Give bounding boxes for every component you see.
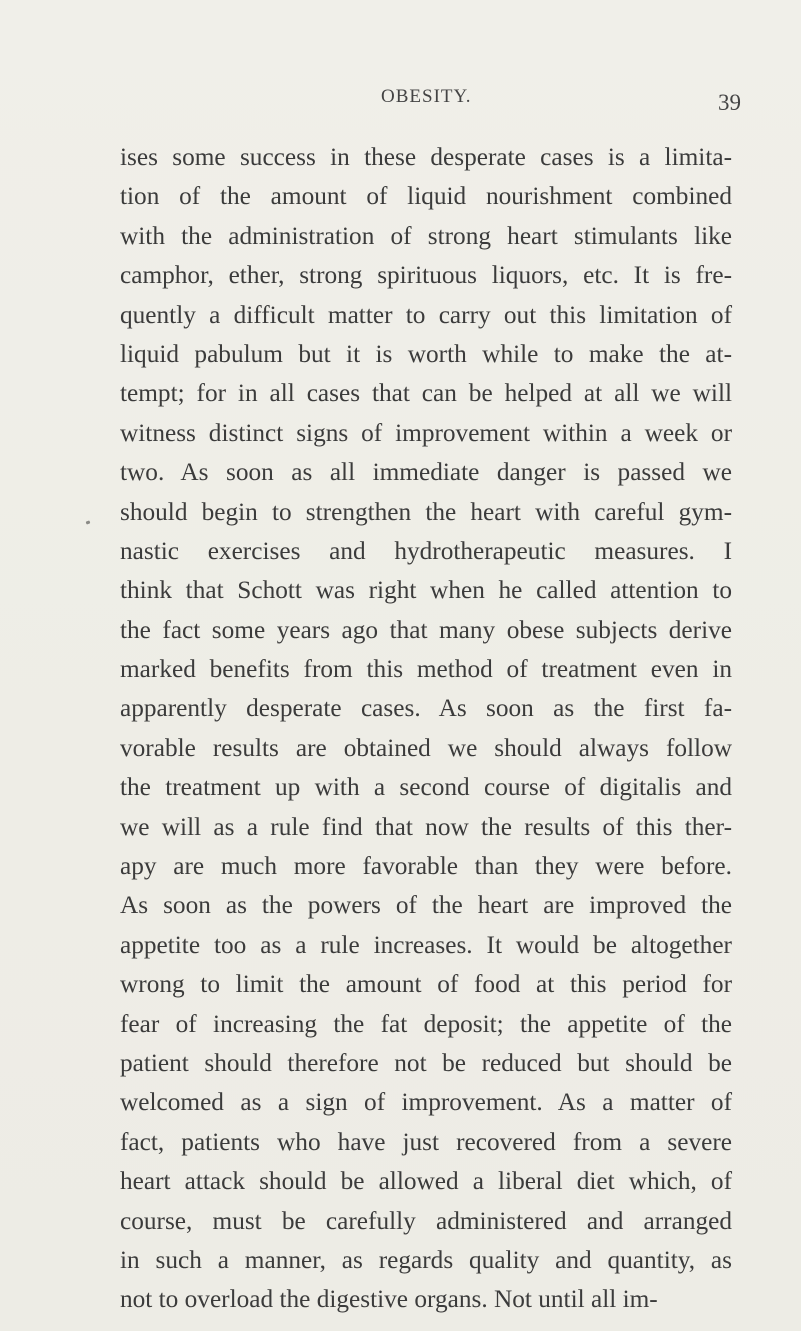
text-line: the treatment up with a second course of digitalis and xyxy=(120,773,732,802)
text-line: nastic exercises and hydrotherapeutic measures. I xyxy=(120,536,732,565)
text-line: tion of the amount of liquid nourishment combined xyxy=(120,182,732,211)
text-line: wrong to limit the amount of food at this period for xyxy=(120,970,732,999)
text-line: with the administration of strong heart stimulants like xyxy=(120,221,732,250)
text-line: appetite too as a rule increases. It would be altogether xyxy=(120,930,732,959)
text-line: should begin to strengthen the heart with careful gym- xyxy=(120,497,732,526)
text-line: the fact some years ago that many obese subjects derive xyxy=(120,615,732,644)
text-line: heart attack should be allowed a liberal diet which, of xyxy=(120,1167,732,1196)
text-line: we will as a rule find that now the results of this ther- xyxy=(120,812,732,841)
text-line: in such a manner, as regards quality and quantity, as xyxy=(120,1245,732,1274)
text-line: marked benefits from this method of treatment even in xyxy=(120,655,732,684)
text-line: welcomed as a sign of improvement. As a matter of xyxy=(120,1088,732,1117)
text-line: apy are much more favorable than they were before. xyxy=(120,852,732,881)
text-line: patient should therefore not be reduced but should be xyxy=(120,1048,732,1077)
page-number: 39 xyxy=(718,90,741,115)
body-text xyxy=(120,138,732,1320)
text-line: not to overload the digestive organs. Not until all im- xyxy=(120,1285,658,1314)
text-line: two. As soon as all immediate danger is passed we xyxy=(120,458,732,487)
text-line: fear of increasing the fat deposit; the appetite of the xyxy=(120,1009,732,1038)
text-line: think that Schott was right when he called attention to xyxy=(120,576,732,605)
ink-speck xyxy=(86,520,91,524)
text-line: vorable results are obtained we should always follow xyxy=(120,733,732,762)
text-line: fact, patients who have just recovered from a severe xyxy=(120,1127,732,1156)
text-line: liquid pabulum but it is worth while to make the at- xyxy=(120,339,732,368)
running-head: OBESITY. xyxy=(381,86,472,107)
text-line: witness distinct signs of improvement within a week or xyxy=(120,418,732,447)
text-line: tempt; for in all cases that can be helped at all we will xyxy=(120,379,732,408)
text-line: As soon as the powers of the heart are improved the xyxy=(120,891,732,920)
text-line: camphor, ether, strong spirituous liquors, etc. It is fre- xyxy=(120,261,732,290)
text-line: apparently desperate cases. As soon as the first fa- xyxy=(120,694,732,723)
text-line: quently a difficult matter to carry out this limitation of xyxy=(120,300,732,329)
text-line: ises some success in these desperate cases is a limita- xyxy=(120,143,732,171)
text-line: course, must be carefully administered and arranged xyxy=(120,1206,732,1235)
